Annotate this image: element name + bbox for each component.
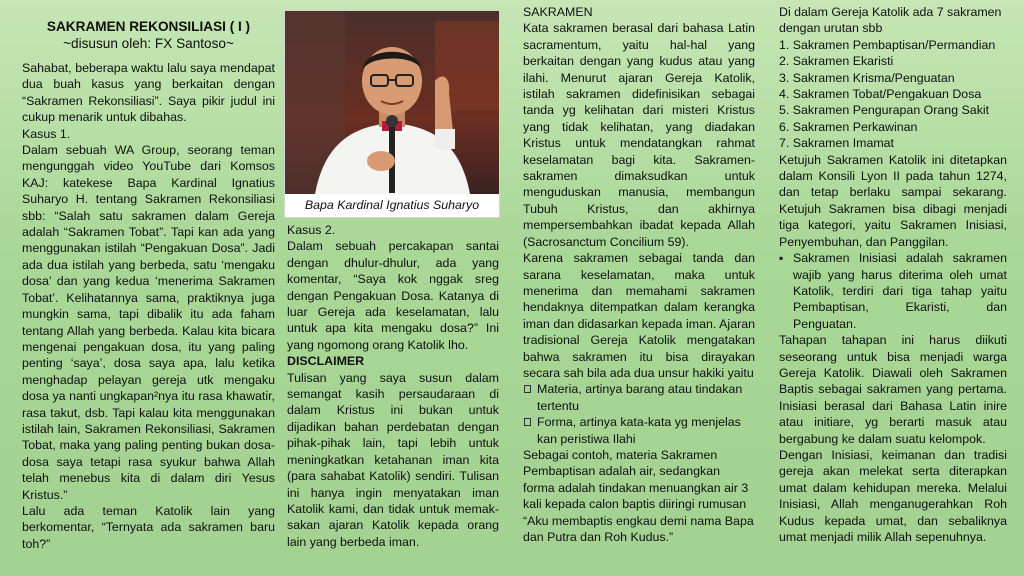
case-1-comment: Lalu ada teman Katolik lain yang berkomentar, “Ternyata ada sakramen baru toh?” — [22, 503, 275, 551]
disclaimer-paragraph: Tulisan yang saya susun dalam semangat kasih persaudaraan di dalam Kristus ini bukan untuk dijadikan bahan perdebatan dengan pihak-pihak lain, tapi lebih untuk meningkatkan ketahanan iman kita (para sahabat Katolik) sendiri. Tulisan ini hanya ingin menyatakan iman Katolik kami, dan tidak untuk memak-sakan ajaran Katolik kepada orang lain yang berbeda iman. — [287, 370, 499, 549]
sakramen-faith-paragraph: Karena sakramen sebagai tanda dan sarana keselamatan, maka untuk menerima dan memahami sakramen hendaknya ditempatkan dalam kerangka iman dan didasarkan kepada iman. Ajaran tradisional Gereja Katolik mengatakan bahwa sakramen itu bisa dirayakan secara sah bila ada dua unsur hakiki yaitu — [523, 251, 755, 380]
checkbox-icon — [524, 385, 531, 393]
column-4 — [779, 4, 1007, 545]
cardinal-photo — [284, 10, 500, 218]
sakramen-heading: SAKRAMEN — [523, 5, 593, 19]
essential-elements-list — [523, 381, 755, 447]
column-2 — [287, 222, 499, 550]
example-paragraph: Sebagai contoh, materia Sakramen Pembaptisan adalah air, sedangkan forma adalah tindakan menuangkan air 3 kali kepada calon baptis diiringi rumusan “Aku membaptis engkau demi nama Bapa dan Putra dan Roh Kudus.” — [523, 447, 754, 544]
lyon-council-paragraph: Ketujuh Sakramen Katolik ini ditetapkan dalam Konsili Lyon II pada tahun 1274, dan tetap berlaku sampai sekarang. Ketujuh Sakramen bisa dibagi menjadi tiga kategori, yaitu Sakramen Inisiasi, Penyembuhan, dan Panggilan. — [779, 152, 1007, 249]
list-item: Forma, artinya kata-kata yg menjelas kan peristiwa Ilahi — [523, 414, 755, 447]
list-item: 2. Sakramen Ekaristi — [779, 54, 894, 69]
checkbox-icon — [524, 418, 531, 426]
list-item: 6. Sakramen Perkawinan — [779, 119, 918, 134]
seven-sacraments-list — [779, 37, 1007, 152]
case-1-heading: Kasus 1. — [22, 126, 71, 141]
case-2-heading: Kasus 2. — [287, 223, 336, 237]
initiation-meaning-paragraph: Dengan Inisiasi, keimanan dan tradisi gereja akan melekat serta diterapkan umat dalam kehidupan mereka. Melalui Inisiasi, Allah menganugerahkan Roh Kudus kepada umat, dan sebaliknya umat menjadi milik Allah sepenuhnya. — [779, 447, 1007, 544]
list-item: 7. Sakramen Imamat — [779, 136, 895, 151]
cardinal-portrait-image — [285, 11, 499, 194]
list-item: 3. Sakramen Krisma/Penguatan — [779, 70, 955, 85]
initiation-bullet-list — [779, 250, 1007, 332]
initiation-bullet: ▪ Sakramen Inisiasi adalah sakramen wajib yang harus diterima oleh umat Katolik, terdiri dari tiga tahap yaitu Pembaptisan, Ekaristi, dan Penguatan. — [779, 250, 1007, 332]
seven-sacraments-intro: Di dalam Gereja Katolik ada 7 sakramen dengan urutan sbb — [779, 5, 1002, 36]
photo-caption: Bapa Kardinal Ignatius Suharyo — [285, 194, 499, 217]
list-item: Materia, artinya barang atau tindakan tertentu — [523, 381, 755, 414]
column-3 — [523, 4, 755, 545]
sakramen-definition-paragraph: Kata sakramen berasal dari bahasa Latin sacramentum, yaitu hal-hal yang berkaitan dengan yang kudus atau yang ilahi. Menurut ajaran Gereja Katolik, istilah sakramen didefinisikan sebagai tanda yg kelihatan dari misteri Kristus yang tidak kelihatan, yang diadakan Kristus untuk mendatangkan rahmat keselamatan bagi kita. Sakramen-sakramen dimaksudkan untuk menguduskan manusia, membangun Tubuh Kristus, dan akhirnya mempersembahkan ibadat kepada Allah (Sacrosanctum Concilium 59). — [523, 21, 755, 249]
list-item: 4. Sakramen Tobat/Pengakuan Dosa — [779, 87, 982, 102]
case-2-paragraph: Dalam sebuah percakapan santai dengan dhulur-dhulur, ada yang komentar, “Saya kok nggak sreg dengan Pengakuan Dosa. Katanya di luar Gereja ada keselamatan, lalu untuk apa kita mengaku dosa?” Ini yang ngomong orang Katolik lho. — [287, 239, 499, 352]
disclaimer-heading: DISCLAIMER — [287, 354, 365, 369]
list-item: 5. Sakramen Pengurapan Orang Sakit — [779, 103, 990, 118]
article-title: SAKRAMEN REKONSILIASI ( I ) — [46, 19, 251, 34]
list-item: 1. Sakramen Pembaptisan/Permandian — [779, 37, 996, 52]
article-author: ~disusun oleh: FX Santoso~ — [63, 36, 234, 51]
case-1-paragraph: Dalam sebuah WA Group, seorang teman mengunggah video YouTube dari Komsos KAJ: katekese Bapa Kardinal Ignatius Suharyo H. tentang Sakramen Rekonsiliasi sbb: “Salah satu sakramen dalam Gereja adalah “Sakramen Tobat”. Tapi kan ada yang menggunakan istilah “Pengakuan Dosa”. Jadi ada dua istilah yang berbeda, satu ‘mengaku dosa’ dan yang kedua ‘menerima Sakramen Tobat’. Kelihatannya sama, praktiknya juga mungkin sama, tapi dibalik itu ada faham tentang Allah yang berbeda. Kalau kita bicara mengenai pengakuan dosa, itu yang paling penting ‘saya’, dosa saya apa, lalu ketika menghadap pelayan gereja utk mengaku dosa ya nanti ungkapan²nya itu rasa khawatir, rasa takut, dsb. Tapi kalau kita menggunakan istilah lain, Sakramen Rekonsiliasi, Sakramen Tobat, maka yang paling penting bukan dosa-dosa saya tetapi rasa syukur bahwa Allah telah menebus kita di dalam diri Yesus Kristus.” — [22, 143, 275, 502]
intro-paragraph: Sahabat, beberapa waktu lalu saya mendapat dua buah kasus yang berkaitan dengan “Sakramen Rekonsiliasi”. Saya pikir judul ini cukup menarik untuk dibahas. — [22, 61, 275, 125]
initiation-stages-paragraph: Tahapan tahapan ini harus diikuti seseorang untuk bisa menjadi warga Gereja Katolik. Diawali oleh Sakramen Baptis sebagai sakramen yang pertama. Inisiasi berasal dari Bahasa Latin inire atau initiare, yg berarti masuk atau bergabung ke dalam suatu kelompok. — [779, 333, 1007, 446]
column-1 — [22, 18, 275, 552]
